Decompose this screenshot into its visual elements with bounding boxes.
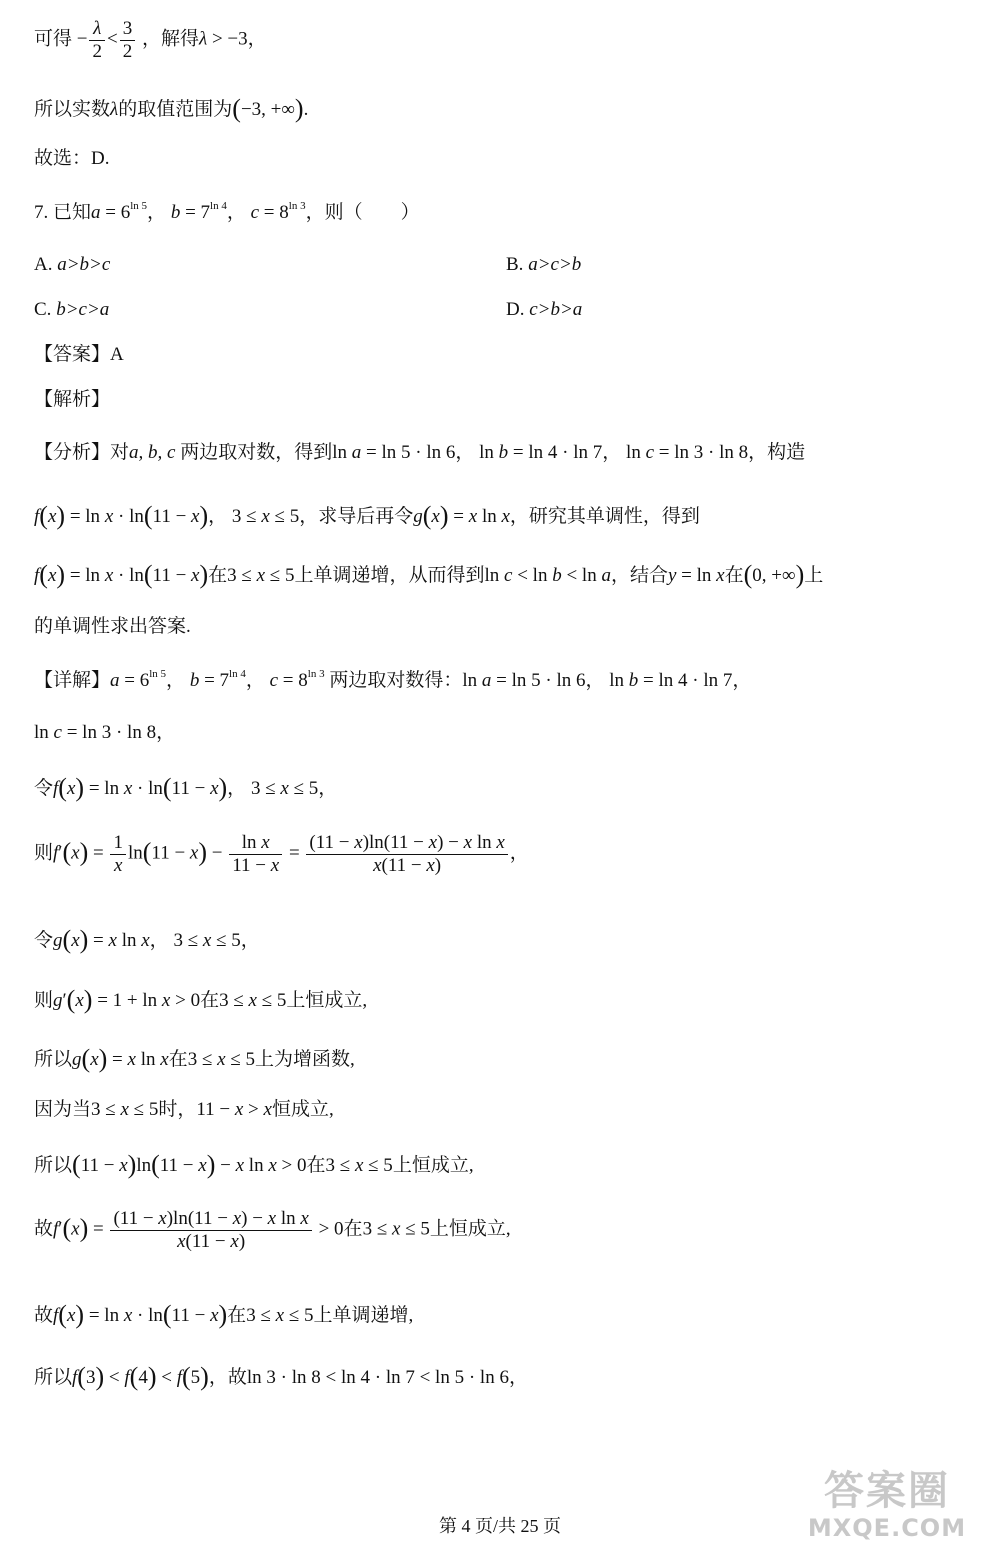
option-b[interactable] [506,254,581,276]
text-fragment: 可得 [34,28,73,50]
option-a[interactable] [34,254,110,276]
text-fragment: ，解得 [141,28,199,50]
detail-line-6: 则g′(x) = 1 + ln x > 0在3 ≤ x ≤ 5上恒成立, [34,985,368,1014]
text-fragment: 已知 [53,202,92,223]
text-fragment: ，构造 [748,442,806,463]
detail-line-1: 【详解】$a = 6^{ln 5}$， $b = 7^{ln 4}$， $c = 8^{ln 3}$ 两边取对数得：ln a = ln 5 · ln 6， ln b = ln 4 · ln 7， [34,668,752,691]
text-fragment: 所以 [34,1367,73,1388]
detail-line-9: 所以(11 − x)ln(11 − x) − x ln x > 0在3 ≤ x ≤ 5上恒成立, [34,1150,474,1179]
text-fragment: 上为增函数, [255,1049,355,1070]
text-fragment: 所以实数 [34,99,111,120]
option-text: a>c>b [528,254,582,275]
analysis-line-2: f(x) = ln x · ln(11 − x)， 3 ≤ x ≤ 5，求导后再令g(x) = x ln x，研究其单调性，得到 [34,501,700,530]
option-label: A. [34,254,53,275]
text-fragment: 所以 [34,1155,73,1176]
text-fragment: 故 [227,1367,247,1388]
option-label: C. [34,299,52,320]
text-fragment: ，求导后再令 [299,506,414,527]
text-fragment: 恒成立, [271,1099,334,1120]
text-fragment: 上 [804,565,824,586]
text-line-1: 可得 − $\frac{\lambda}{2}$ < $\frac{3}{2}$ ，解得λ > −3， [34,18,267,62]
watermark-logo [792,1468,982,1552]
text-fragment: 因为当 [34,1099,92,1120]
detail-line-11: 故f(x) = ln x · ln(11 − x)在3 ≤ x ≤ 5上单调递增, [34,1300,414,1329]
answer-value: A [110,344,124,365]
text-fragment: 上恒成立, [429,1218,511,1240]
section-label: 【分析】 [34,442,111,463]
detail-line-3: 令f(x) = ln x · ln(11 − x)， 3 ≤ x ≤ 5， [34,773,338,802]
text-fragment: 两边取对数得： [329,670,463,691]
watermark-url: MXQE.COM [807,1514,967,1542]
option-label: B. [506,254,524,275]
option-d[interactable] [506,299,582,321]
text-fragment: 上恒成立, [392,1155,474,1176]
page-footer: 第 4 页/共 25 页 [438,1516,561,1536]
text-fragment: 的取值范围为 [118,99,233,120]
question-7: 7. 已知$a = 6^{ln 5}$， $b = 7^{ln 4}$， $c = 8^{ln 3}$，则（ ） [34,200,420,223]
watermark-logo-text: 答案圈 [824,1468,950,1514]
text-fragment: 上单调递增，从而得到 [294,565,485,586]
text-fragment: 在 [343,1218,363,1240]
text-fragment: 上单调递增, [313,1305,414,1326]
text-fragment: 令 [34,778,54,799]
text-fragment: 在 [208,565,228,586]
text-line-3: 故选：D. [34,148,110,169]
text-fragment: 故 [34,1218,54,1240]
text-fragment: 在 [306,1155,326,1176]
text-fragment: 对 [110,442,130,463]
text-fragment: 故 [34,1305,54,1326]
option-text: c>b>a [529,299,583,320]
text-fragment: 则 [34,990,54,1011]
answer-line [34,344,124,367]
analysis-line-3: f(x) = ln x · ln(11 − x)在3 ≤ x ≤ 5上单调递增，从而得到ln c < ln b < ln a，结合y = ln x在(0, +∞)上 [34,560,824,589]
detail-line-10: 故f′(x) = $\frac{\text{(11 − x)ln(11 − x) − x ln x}}{x(11 - x)}$ > 0在3 ≤ x ≤ 5上恒成立, [34,1208,511,1252]
option-c[interactable] [34,299,109,321]
analysis-heading: 【解析】 [34,389,111,410]
text-fragment: 在 [227,1305,247,1326]
text-fragment: 时， [158,1099,197,1120]
text-fragment: 令 [34,930,54,951]
text-fragment: ，结合 [610,565,668,586]
detail-line-2: ln c = ln 3 · ln 8， [34,722,176,743]
detail-line-7: 所以g(x) = x ln x在3 ≤ x ≤ 5上为增函数, [34,1044,355,1073]
section-label: 【详解】 [34,670,111,691]
text-fragment: 上恒成立, [286,990,368,1011]
text-fragment: ，则（ ） [305,202,420,223]
option-text: a>b>c [57,254,111,275]
text-fragment: 在 [200,990,220,1011]
text-fragment: 则 [34,842,54,864]
detail-line-4: 则f′(x) = $\frac{1}{x}$ ln(11 − x) − $\frac{\text{ln x}}{11 - x}$ = $\frac{\text{(11 − x)ln(11 − x) − x ln x}}{x(11 - x)}$ ， [34,832,529,876]
option-text: b>c>a [56,299,110,320]
analysis-line-4: 的单调性求出答案. [34,616,191,637]
analysis-line-1: 【分析】对a, b, c 两边取对数，得到ln a = ln 5 · ln 6， ln b = ln 4 · ln 7， ln c = ln 3 · ln 8，构造 [34,442,806,463]
text-line-2: 所以实数λ的取值范围为(−3, +∞). [34,94,309,123]
option-label: D. [506,299,525,320]
detail-line-5: 令g(x) = x ln x， 3 ≤ x ≤ 5， [34,925,260,954]
text-fragment: 所以 [34,1049,73,1070]
detail-line-8: 因为当3 ≤ x ≤ 5时，11 − x > x恒成立, [34,1099,334,1120]
text-fragment: 在 [168,1049,188,1070]
text-fragment: ，研究其单调性，得到 [509,506,700,527]
detail-line-12: 所以f(3) < f(4) < f(5)，故ln 3 · ln 8 < ln 4 · ln 7 < ln 5 · ln 6， [34,1362,528,1391]
text-fragment: 两边取对数，得到 [180,442,333,463]
text-fragment: 在 [724,565,744,586]
answer-label: 【答案】 [34,344,111,365]
question-number: 7. [34,202,49,223]
